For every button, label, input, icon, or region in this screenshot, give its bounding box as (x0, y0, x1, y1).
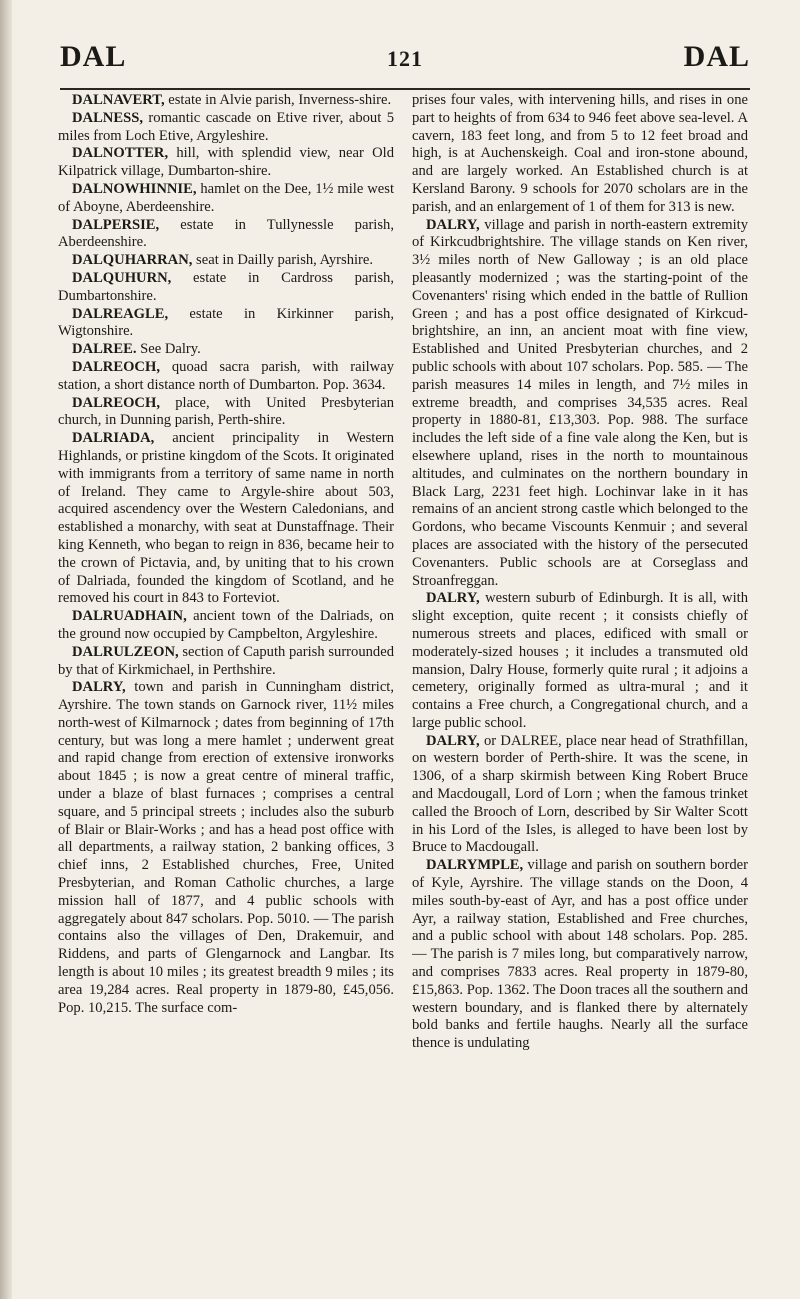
gazetteer-entry (412, 733, 748, 858)
entry-text: village and parish in north-eastern extremity of Kirkcudbrightshire. The village stands on Ken river, 3½ miles north of New Galloway ; is an old place pleasantly modernized ; was the starting-point of the Covenanters' rising which ended in the battle of Rullion Green ; and has a post office designated of Kirkcud-brightshire, an inn, an ancient moat with fine view, Established and United Presbyterian churches, and 2 public schools with about 107 scholars. Pop. 585. — The parish measures 14 miles in length, and 7½ miles in extreme breadth, and comprises 34,535 acres. Real property in 1880-81, £13,303. Pop. 988. The surface includes the left side of a fine vale along the Ken, but is elsewhere upland, rises in the north to mountainous altitudes, and culminates on the northern boundary in Black Larg, 2231 feet high. Lochinvar lake in it has remains of an ancient strong castle which belonged to the Gordons, who became Viscounts Kenmuir ; and several places are associated with the history of the persecuted Covenanters. Public schools are at Corseglass and Stroanfreggan. (412, 216, 748, 589)
entry-headword: DALNAVERT, (72, 92, 165, 108)
gazetteer-entry (58, 430, 394, 608)
entry-text: estate in Cardross parish, Dumbartonshire. (58, 269, 394, 304)
entry-text: estate in Alvie parish, Inverness-shire. (164, 92, 392, 108)
entry-text: village and parish on southern border of Kyle, Ayrshire. The village stands on the Doon, 4 miles south-by-east of Ayr, and has a post office under Ayr, a railway station, Established and Free churches, and a public school with about 148 scholars. Pop. 285. — The parish is 7 miles long, but comparatively narrow, and comprises 7833 acres. Real property in 1879-80, £15,863. Pop. 1362. The Doon traces all the southern and western boundary, and is flanked there by alternately bold banks and fertile haughs. Nearly all the surface thence is undulating (412, 857, 748, 1052)
entry-headword: DALRY, (426, 216, 480, 233)
gazetteer-entry (58, 644, 394, 680)
gazetteer-entry (412, 857, 748, 1053)
gazetteer-entry (412, 217, 748, 591)
gazetteer-entry (58, 270, 394, 306)
entry-text: prises four vales, with intervening hills, and rises in one part to heights of from 634 to 946 feet above sea-level. A cavern, 183 feet long, and from 5 to 12 feet broad and high, is at Auchenskeigh. Coal and iron-stone abound, and are largely worked. An Established church is at Kersland Barony. 9 schools for 2070 scholars are in the parish, and an enlargement of 1 of them for 313 is new. (412, 92, 748, 215)
entry-text: or DALREE, place near head of Strathfillan, on western border of Perth-shire. It was the scene, in 1306, of a sharp skirmish between King Robert Bruce and Macdougall, Lord of Lorn ; when the famous trinket called the Brooch of Lorn, described by Sir Walter Scott in his Lord of the Isles, is alleged to have been lost by Bruce to Macdougall. (412, 732, 748, 856)
entry-text: estate in Kirkinner parish, Wigtonshire. (58, 305, 394, 340)
entry-text: hill, with splendid view, near Old Kilpatrick village, Dumbarton-shire. (58, 145, 394, 180)
header-rule (60, 88, 750, 90)
entry-headword: DALREE. (72, 341, 137, 358)
gazetteer-entry (58, 181, 394, 217)
entry-headword: DALRY, (426, 732, 480, 749)
entry-headword: DALQUHURN, (72, 269, 172, 286)
header-left-guideword: DAL (60, 40, 127, 73)
running-header (60, 40, 750, 84)
gazetteer-entry (412, 92, 748, 217)
text-columns (58, 92, 748, 1282)
gazetteer-entry (58, 92, 394, 110)
gazetteer-entry (58, 395, 394, 431)
entry-headword: DALREOCH, (72, 358, 160, 375)
page-number: 121 (387, 46, 423, 71)
entry-headword: DALRULZEON, (72, 643, 179, 660)
entry-text: section of Caputh parish surrounded by that of Kirkmichael, in Perthshire. (58, 643, 394, 678)
entry-headword: DALPERSIE, (72, 216, 160, 233)
entry-headword: DALNOTTER, (72, 145, 169, 162)
entry-headword: DALRYMPLE, (426, 857, 524, 874)
right-column (412, 92, 748, 1282)
entry-text: western suburb of Edinburgh. It is all, with slight exception, quite recent ; it consists chiefly of numerous streets and places, edificed with small or moderately-sized houses ; it includes a transmuted old mansion, Dalry House, formerly quite rural ; it adjoins a cemetery, originally formed as ultra-mural ; and it contains a Free church, a Congregational church, and a large public school. (412, 590, 748, 731)
gazetteer-entry (58, 252, 394, 270)
entry-text: town and parish in Cunningham district, Ayrshire. The town stands on Garnock river, 11½ miles north-west of Kilmarnock ; dates from beginning of 17th century, but was long a mere hamlet ; underwent great and rapid change from erection of extensive ironworks about 1845 ; is now a great centre of mineral traffic, under a blaze of blast furnaces ; comprises a central square, and 5 principal streets ; includes also the suburb of Blair or Blair-Works ; and has a head post office with all departments, a railway station, 2 banking offices, 3 chief inns, 2 Established churches, Free, United Presbyterian, and Roman Catholic churches, a large mission hall of 1877, and 4 public schools with aggregately about 847 scholars. Pop. 5010. — The parish contains also the villages of Den, Drakemuir, and Riddens, and parts of Glengarnock and Langbar. Its length is about 10 miles ; its greatest breadth 9 miles ; its area 19,284 acres. Real property in 1879-80, £45,056. Pop. 10,215. The surface com- (58, 679, 394, 1016)
entry-headword: DALQUHARRAN, (72, 252, 193, 269)
entry-headword: DALRY, (72, 679, 126, 696)
entry-headword: DALRIADA, (72, 430, 155, 447)
entry-text: ancient town of the Dalriads, on the ground now occupied by Campbelton, Argyleshire. (58, 608, 394, 642)
entry-headword: DALREAGLE, (72, 305, 169, 322)
header-right-guideword: DAL (683, 40, 750, 73)
entry-headword: DALRUADHAIN, (72, 608, 187, 625)
entry-text: romantic cascade on Etive river, about 5 miles from Loch Etive, Argyleshire. (58, 109, 394, 144)
gazetteer-entry (58, 679, 394, 1017)
gazetteer-entry (412, 590, 748, 732)
gazetteer-entry (58, 217, 394, 253)
entry-text: hamlet on the Dee, 1½ mile west of Aboyne, Aberdeenshire. (58, 180, 394, 215)
entry-headword: DALNESS, (72, 109, 143, 126)
gazetteer-entry (58, 306, 394, 342)
gazetteer-entry (58, 359, 394, 395)
gazetteer-entry (58, 608, 394, 644)
left-column (58, 92, 394, 1282)
entry-headword: DALREOCH, (72, 394, 160, 411)
entry-text: seat in Dailly parish, Ayrshire. (192, 252, 374, 269)
gazetteer-entry (58, 341, 394, 359)
entry-text: estate in Tullynessle parish, Aberdeenshire. (58, 216, 394, 251)
gazetteer-entry (58, 145, 394, 181)
entry-text: ancient principality in Western Highlands, or pristine kingdom of the Scots. It originated with immigrants from a territory of same name in north of Ireland. They came to Argyle-shire about 503, acquired ascendency over the Western Caledonians, and established a monarchy, with seat at Dunstaffnage. Their king Kenneth, who began to reign in 836, became heir to the crown of Pictavia, and, by uniting that to his crown of Dalriada, founded the kingdom of Scotland, and he removed his court in 843 to Forteviot. (58, 430, 394, 607)
entry-headword: DALNOWHINNIE, (72, 180, 197, 197)
entry-text: See Dalry. (136, 341, 201, 358)
entry-text: place, with United Presbyterian church, in Dunning parish, Perth-shire. (58, 394, 394, 429)
entry-text: quoad sacra parish, with railway station, a short distance north of Dumbarton. Pop. 3634. (58, 358, 394, 393)
gazetteer-entry (58, 110, 394, 146)
page-binding-shadow (0, 0, 12, 1299)
entry-headword: DALRY, (426, 590, 480, 607)
